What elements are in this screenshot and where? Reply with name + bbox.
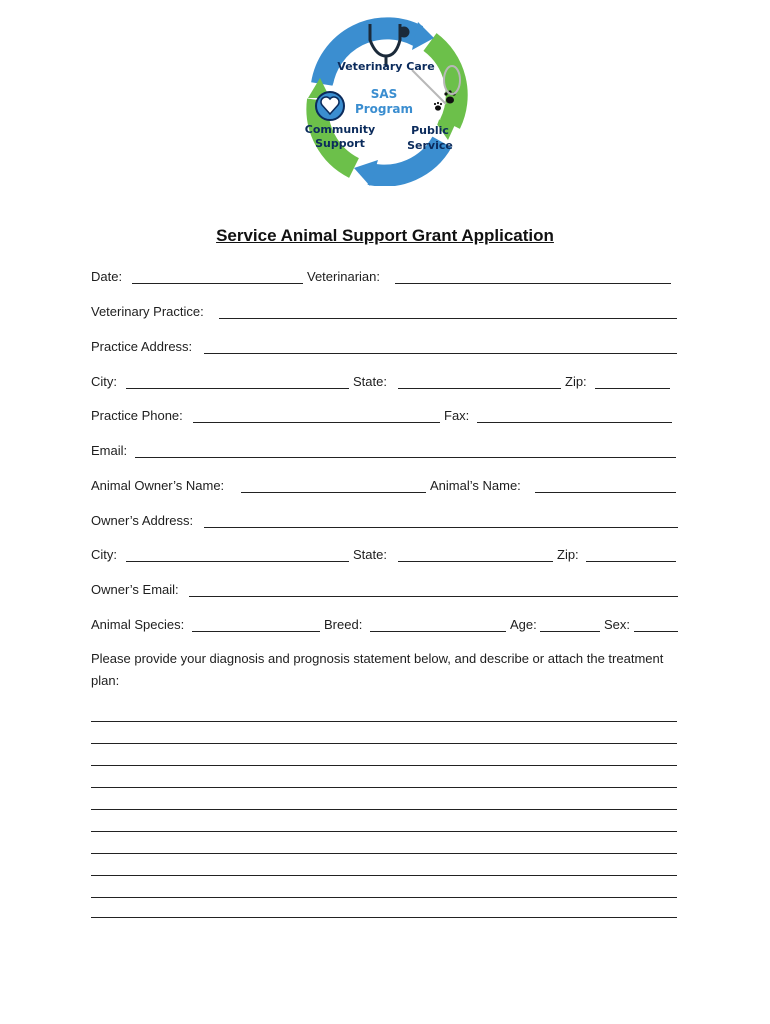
logo-center-line1: SAS bbox=[370, 87, 398, 101]
email-blank[interactable] bbox=[135, 457, 676, 458]
practice-address-blank[interactable] bbox=[204, 353, 677, 354]
row-email bbox=[91, 442, 681, 462]
writing-line[interactable] bbox=[91, 897, 677, 898]
writing-line[interactable] bbox=[91, 721, 677, 722]
veterinarian-blank[interactable] bbox=[395, 283, 671, 284]
date-blank[interactable] bbox=[132, 283, 303, 284]
owner-address-blank[interactable] bbox=[204, 527, 678, 528]
sex-blank[interactable] bbox=[634, 631, 678, 632]
veterinarian-label: Veterinarian: bbox=[307, 269, 380, 284]
owner-state-label: State: bbox=[353, 547, 387, 562]
row-owner-email bbox=[91, 581, 681, 601]
logo-left-line1: Community bbox=[304, 123, 376, 136]
species-blank[interactable] bbox=[192, 631, 320, 632]
row-phone-fax bbox=[91, 407, 681, 427]
owner-city-label: City: bbox=[91, 547, 117, 562]
city-blank[interactable] bbox=[126, 388, 349, 389]
breed-label: Breed: bbox=[324, 617, 363, 632]
sas-program-logo bbox=[300, 14, 472, 186]
age-label: Age: bbox=[510, 617, 537, 632]
heart-icon bbox=[316, 92, 344, 120]
writing-line[interactable] bbox=[91, 765, 677, 766]
date-label: Date: bbox=[91, 269, 123, 284]
state-label: State: bbox=[353, 374, 387, 389]
animal-name-blank[interactable] bbox=[535, 492, 676, 493]
owner-name-label: Animal Owner’s Name: bbox=[91, 478, 225, 493]
owner-state-blank[interactable] bbox=[398, 561, 553, 562]
species-label: Animal Species: bbox=[91, 617, 185, 632]
veterinary-practice-blank[interactable] bbox=[219, 318, 677, 319]
row-date-veterinarian bbox=[91, 268, 681, 288]
logo-center-line2: Program bbox=[354, 102, 414, 116]
writing-line[interactable] bbox=[91, 743, 677, 744]
fax-label: Fax: bbox=[444, 408, 470, 423]
row-practice-address bbox=[91, 338, 681, 358]
row-owner-animal-name bbox=[91, 477, 681, 497]
diagnosis-prompt: Please provide your diagnosis and prognosis statement below, and describe or attach the treatment plan: bbox=[91, 651, 664, 688]
owner-zip-blank[interactable] bbox=[586, 561, 676, 562]
zip-label: Zip: bbox=[565, 374, 587, 389]
row-owner-city-state-zip bbox=[91, 546, 681, 566]
writing-line[interactable] bbox=[91, 875, 677, 876]
logo-left-line2: Support bbox=[315, 137, 365, 150]
owner-zip-label: Zip: bbox=[557, 547, 579, 562]
writing-line[interactable] bbox=[91, 853, 677, 854]
practice-address-label: Practice Address: bbox=[91, 339, 193, 354]
breed-blank[interactable] bbox=[370, 631, 506, 632]
age-blank[interactable] bbox=[540, 631, 600, 632]
animal-name-label: Animal’s Name: bbox=[430, 478, 521, 493]
writing-line[interactable] bbox=[91, 787, 677, 788]
email-label: Email: bbox=[91, 443, 128, 458]
row-practice-city-state-zip bbox=[91, 373, 681, 393]
writing-line[interactable] bbox=[91, 809, 677, 810]
row-species-breed-age-sex bbox=[91, 616, 681, 636]
owner-name-blank[interactable] bbox=[241, 492, 426, 493]
form-title: Service Animal Support Grant Application bbox=[216, 226, 554, 245]
row-owner-address bbox=[91, 512, 681, 532]
state-blank[interactable] bbox=[398, 388, 561, 389]
owner-address-label: Owner’s Address: bbox=[91, 513, 194, 528]
practice-phone-label: Practice Phone: bbox=[91, 408, 183, 423]
veterinary-practice-label: Veterinary Practice: bbox=[91, 304, 204, 319]
sex-label: Sex: bbox=[604, 617, 631, 632]
writing-line[interactable] bbox=[91, 917, 677, 918]
owner-city-blank[interactable] bbox=[126, 561, 349, 562]
owner-email-blank[interactable] bbox=[189, 596, 678, 597]
fax-blank[interactable] bbox=[477, 422, 672, 423]
writing-line[interactable] bbox=[91, 831, 677, 832]
logo-right-line2: Service bbox=[407, 139, 453, 152]
row-veterinary-practice bbox=[91, 303, 681, 323]
logo-right-line1: Public bbox=[411, 124, 449, 137]
logo-top-text: Veterinary Care bbox=[337, 60, 435, 73]
practice-phone-blank[interactable] bbox=[193, 422, 440, 423]
zip-blank[interactable] bbox=[595, 388, 670, 389]
owner-email-label: Owner’s Email: bbox=[91, 582, 179, 597]
city-label: City: bbox=[91, 374, 117, 389]
